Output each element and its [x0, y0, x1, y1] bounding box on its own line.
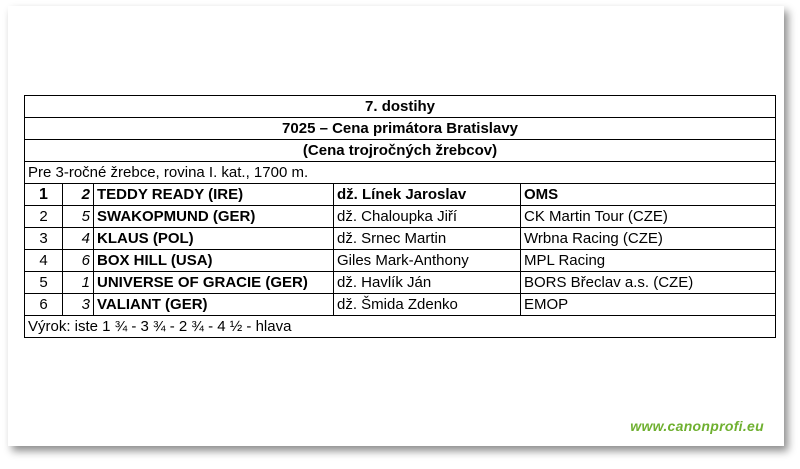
number-cell: 2 [63, 184, 94, 206]
owner-cell: Wrbna Racing (CZE) [521, 228, 776, 250]
jockey-cell: dž. Srnec Martin [334, 228, 521, 250]
watermark: www.canonprofi.eu [630, 418, 764, 434]
number-cell: 5 [63, 206, 94, 228]
document-card [8, 6, 784, 446]
horse-cell: BOX HILL (USA) [94, 250, 334, 272]
jockey-cell: Giles Mark-Anthony [334, 250, 521, 272]
jockey-cell: dž. Línek Jaroslav [334, 184, 521, 206]
conditions-row [25, 162, 776, 184]
race-name: 7025 – Cena primátora Bratislavy [25, 118, 776, 140]
jockey-cell: dž. Šmida Zdenko [334, 294, 521, 316]
table-row [25, 228, 776, 250]
number-cell: 3 [63, 294, 94, 316]
place-cell: 6 [25, 294, 63, 316]
race-conditions: Pre 3-ročné žrebce, rovina I. kat., 1700 m. [25, 162, 776, 184]
race-subtitle: (Cena trojročných žrebcov) [25, 140, 776, 162]
results-table [24, 95, 776, 338]
place-cell: 2 [25, 206, 63, 228]
table-row [25, 206, 776, 228]
race-title: 7. dostihy [25, 96, 776, 118]
owner-cell: EMOP [521, 294, 776, 316]
table-row [25, 272, 776, 294]
horse-cell: KLAUS (POL) [94, 228, 334, 250]
horse-cell: VALIANT (GER) [94, 294, 334, 316]
result-margins: Výrok: iste 1 ¾ - 3 ¾ - 2 ¾ - 4 ½ - hlava [25, 316, 776, 338]
header-race-row [25, 96, 776, 118]
place-cell: 1 [25, 184, 63, 206]
number-cell: 4 [63, 228, 94, 250]
place-cell: 3 [25, 228, 63, 250]
table-row [25, 184, 776, 206]
horse-cell: SWAKOPMUND (GER) [94, 206, 334, 228]
jockey-cell: dž. Chaloupka Jiří [334, 206, 521, 228]
number-cell: 1 [63, 272, 94, 294]
header-subtitle-row [25, 140, 776, 162]
jockey-cell: dž. Havlík Ján [334, 272, 521, 294]
horse-cell: UNIVERSE OF GRACIE (GER) [94, 272, 334, 294]
place-cell: 5 [25, 272, 63, 294]
owner-cell: CK Martin Tour (CZE) [521, 206, 776, 228]
number-cell: 6 [63, 250, 94, 272]
table-row [25, 250, 776, 272]
header-name-row [25, 118, 776, 140]
place-cell: 4 [25, 250, 63, 272]
owner-cell: BORS Břeclav a.s. (CZE) [521, 272, 776, 294]
results-sheet [24, 95, 775, 338]
result-row [25, 316, 776, 338]
owner-cell: MPL Racing [521, 250, 776, 272]
horse-cell: TEDDY READY (IRE) [94, 184, 334, 206]
table-row [25, 294, 776, 316]
owner-cell: OMS [521, 184, 776, 206]
